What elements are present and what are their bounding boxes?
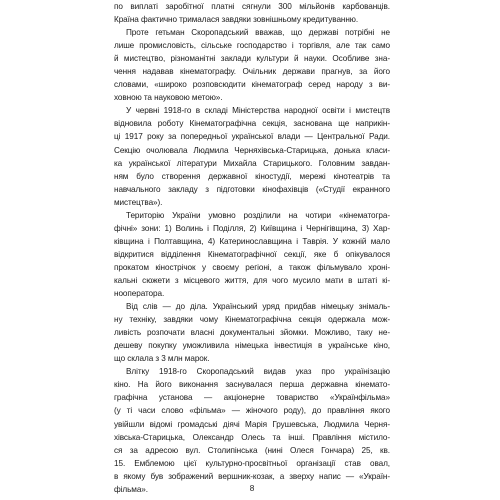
text-line: ну техніку, завдяки чому Кінематографічна секція одержала мож- [114, 315, 390, 325]
text-line: в якому був зображений вершник-козак, а зверху напис — «Україн- [114, 471, 390, 481]
text-line: ховною та науковою метою». [114, 93, 223, 103]
text-line: лише промисловість, сільське господарство і торгівля, але так само [114, 41, 390, 51]
text-line: Влітку 1918-го Скоропадський видав указ про українізацію [126, 367, 390, 377]
text-line: (у ті часи слово «фільма» — жіночого роду), до правління якого [114, 406, 390, 416]
body-text [114, 0, 390, 496]
text-line: фільма». [114, 484, 148, 494]
text-line: графічна установа — акціонерне товариство «Українфільма» [114, 393, 390, 403]
text-line: фічні» зони: 1) Волинь і Поділля, 2) Київщина і Чернігівщина, 3) Хар- [114, 223, 390, 233]
text-line: прокатом кінострічок у своєму регіоні, а також фільмувало хроні- [114, 262, 390, 272]
text-line: ка української літератури Михайла Старицького. Головним завдан- [114, 158, 390, 168]
text-line: 15. Емблемою цієї культурно-просвітньої організації став овал, [114, 458, 390, 468]
text-line: відкритися відділення Кінематографічної секції, яке б опікувалося [114, 249, 390, 259]
text-line: мистецтва»). [114, 197, 163, 207]
text-line: ці 1917 року за попередньої української влади — Центральної Ради. [114, 132, 390, 142]
text-line: відновила роботу Кінематографічна секція, заснована ще наприкін- [114, 119, 390, 129]
text-line: дешеву покупку уможливила німецька інвестиція в українське кіно, [114, 341, 390, 351]
text-line: ливість розпочати власні документальні зйомки. Можливо, таку не- [114, 328, 390, 338]
text-line: хівська-Старицька, Олександр Олесь та інші. Правління містило- [114, 432, 390, 442]
text-line: по виплаті заробітної платні сягнули 300 мільйонів карбованців. [114, 2, 390, 11]
text-line: чення надавав кінематографу. Очільник держави прагнув, за його [114, 67, 390, 77]
text-line: словами, «широко розповсюдити кінематограф серед народу з ви- [114, 80, 390, 90]
text-line: Проте гетьман Скоропадський вважав, що державі потрібні не [126, 28, 390, 38]
text-line: Країна фактично трималася завдяки зовнішньому кредитуванню. [114, 15, 359, 25]
text-line: кальні сюжети з місцевого життя, для чого мусило мати в штаті кі- [114, 275, 390, 285]
page-number: 8 [249, 484, 255, 493]
book-page [114, 0, 390, 500]
text-line: навчального закладу з підготовки кінофахівців («Студії екранного [114, 184, 390, 194]
text-line: увійшли відомі громадські діячі Марія Грушевська, Людмила Черня- [114, 419, 390, 429]
text-line: Секцію очолювала Людмила Черняхівська-Старицька, донька класи- [114, 145, 390, 155]
text-line: кіно. На його виконання заснувалася перша державна кінемато- [114, 380, 390, 390]
text-line: Територію України умовно розділили на чотири «кінематогра- [126, 210, 390, 220]
text-line: нооператора. [114, 289, 165, 299]
text-line: ківщина і Полтавщина, 4) Катеринославщина і Таврія. У кожній мало [114, 236, 390, 246]
text-line: ням було створення державної кіностудії, мережі кінотеатрів та [114, 171, 390, 181]
text-line: що склала з 3 млн марок. [114, 354, 210, 364]
text-line: й мистецтво, різноманітні заклади культури й науки. Особливе зна- [114, 54, 390, 64]
text-line: ся за адресою вул. Столипінська (нині Олеся Гончара) 25, кв. [114, 445, 390, 455]
text-line: Від слів — до діла. Український уряд придбав німецьку знімаль- [126, 302, 390, 312]
text-line: У червні 1918-го в складі Міністерства народної освіти і мистецтв [126, 106, 390, 116]
